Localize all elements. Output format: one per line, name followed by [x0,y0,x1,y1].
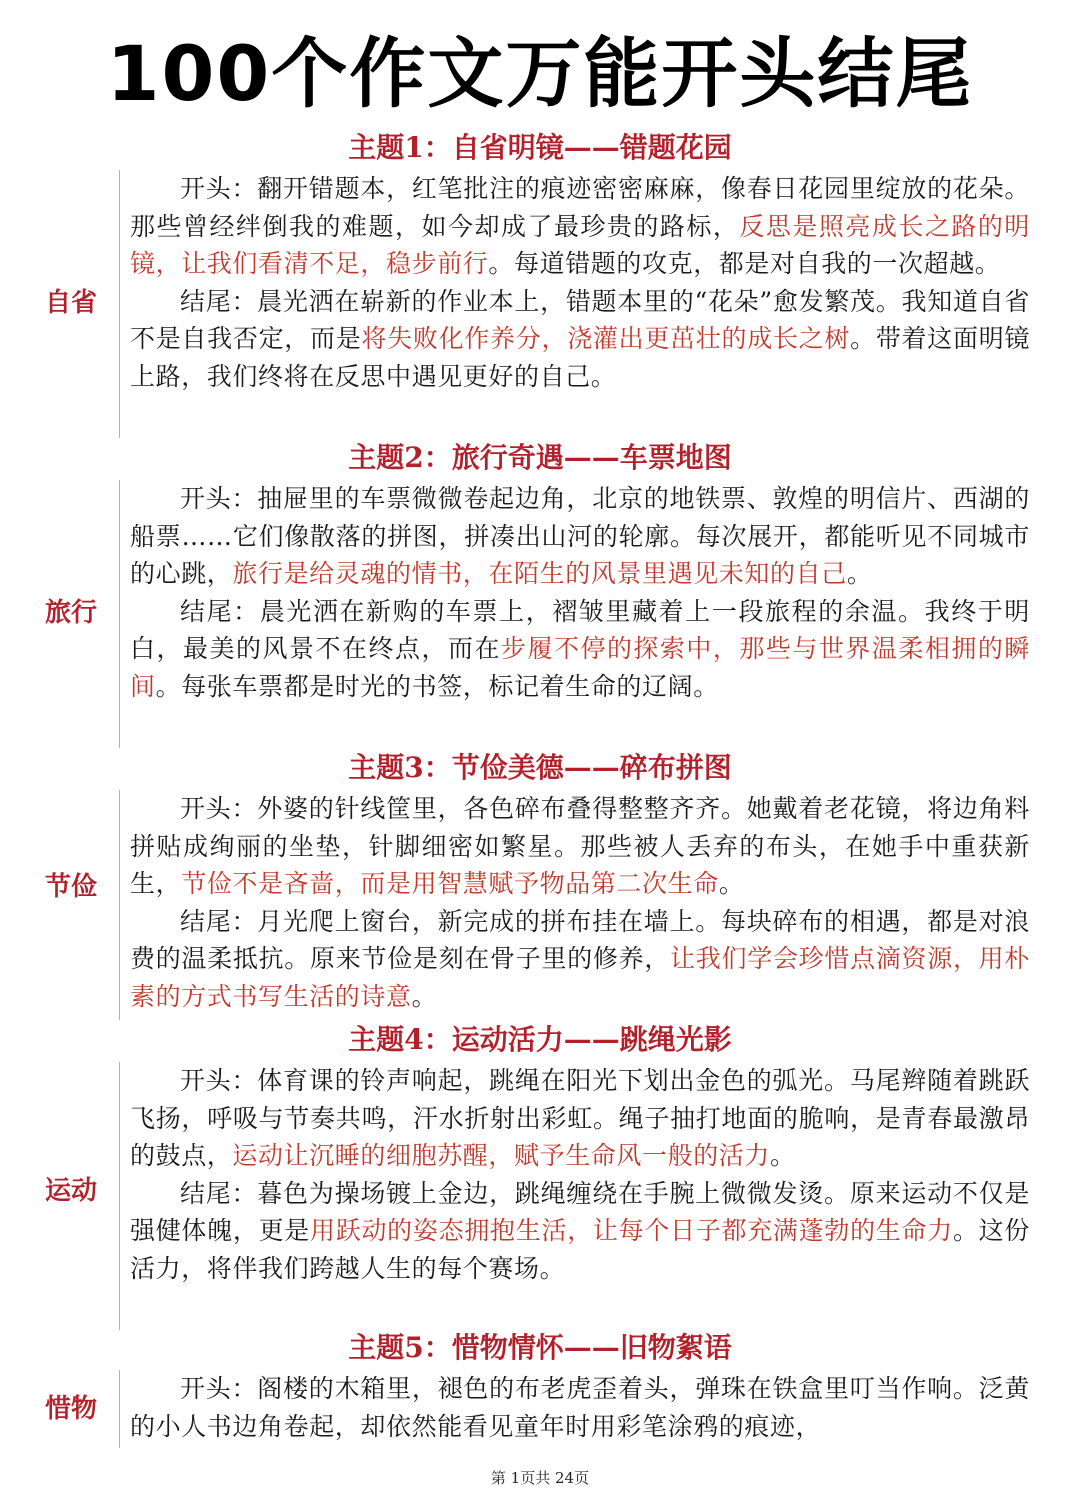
section-divider-line [119,480,120,748]
topic-heading-1: 主题1：自省明镜——错题花园 [348,131,732,164]
section-label-2: 旅行 [44,598,97,628]
topic-heading-5: 主题5：惜物情怀——旧物絮语 [348,1331,732,1364]
section-divider-line [119,1062,120,1330]
section-label-5: 惜物 [44,1394,97,1424]
section-label-4: 运动 [44,1176,97,1206]
closing-paragraph [130,283,1030,396]
highlighted-text: 旅行是给灵魂的情书，在陌生的风景里遇见未知的自己 [232,559,847,588]
text-run: 开头：阁楼的木箱里，褪色的布老虎歪着头，弹珠在铁盒里叮当作响。泛黄的小人书边角卷起，却依然能看见童年时用彩笔涂鸦的痕迹， [130,1374,1030,1441]
page-number: 第 1页共 24页 [490,1469,590,1487]
section-divider-line [119,170,120,438]
opening-paragraph [130,170,1030,283]
page-title: 100个作文万能开头结尾 [106,29,974,118]
section-body-5 [130,1370,1030,1445]
closing-paragraph [130,593,1030,706]
text-run: 开头：外婆的针线筐里，各色碎布叠得整整齐齐。她戴着老花镜，将边角料拼贴成绚丽的坐垫，针脚细密如繁星。那些被人丢弃的布头，在她手中重获新生， [130,794,1030,898]
highlighted-text: 反思是照亮成长之路的明镜，让我们看清不足，稳步前行 [130,211,1030,278]
text-run: 。每道错题的攻克，都是对自我的一次超越。 [488,249,1001,278]
text-run: 开头：体育课的铃声响起，跳绳在阳光下划出金色的弧光。马尾辫随着跳跃飞扬，呼吸与节奏共鸣，汗水折射出彩虹。绳子抽打地面的脆响，是青春最激昂的鼓点， [130,1066,1030,1170]
highlighted-text: 将失败化作养分，浇灌出更茁壮的成长之树 [361,324,851,353]
topic-heading-3: 主题3：节俭美德——碎布拼图 [348,751,732,784]
text-run: 结尾：月光爬上窗台，新完成的拼布挂在墙上。每块碎布的相遇，都是对浪费的温柔抵抗。原来节俭是刻在骨子里的修养， [130,906,1030,973]
closing-paragraph [130,1175,1030,1288]
section-2 [0,480,1080,748]
text-run: 。 [846,559,873,588]
section-label-3: 节俭 [44,872,97,902]
text-run: 开头：翻开错题本，红笔批注的痕迹密密麻麻，像春日花园里绽放的花朵。那些曾经绊倒我的难题，如今却成了最珍贵的路标， [130,174,1030,241]
text-run: 。这份活力，将伴我们跨越人生的每个赛场。 [130,1216,1030,1283]
highlighted-text: 用跃动的姿态拥抱生活，让每个日子都充满蓬勃的生命力 [310,1216,953,1245]
highlighted-text: 让我们学会珍惜点滴资源，用朴素的方式书写生活的诗意 [130,944,1031,1011]
section-label-1: 自省 [44,288,97,318]
topic-heading-4: 主题4：运动活力——跳绳光影 [348,1023,732,1056]
text-run: 结尾：晨光洒在新购的车票上，褶皱里藏着上一段旅程的余温。我终于明白，最美的风景不在终点，而在 [130,596,1030,663]
opening-paragraph [130,790,1030,903]
text-run: 。 [411,981,438,1011]
opening-paragraph [130,1062,1030,1175]
topic-heading-2: 主题2：旅行奇遇——车票地图 [348,441,732,474]
highlighted-text: 节俭不是吝啬，而是用智慧赋予物品第二次生命 [181,869,719,898]
section-divider-line [119,790,120,1020]
section-4 [0,1062,1080,1330]
closing-paragraph [130,903,1030,1016]
text-run: 。带着这面明镜上路，我们终将在反思中遇见更好的自己。 [130,324,1031,391]
section-3 [0,790,1080,1020]
section-divider-line [119,1370,120,1448]
section-body-3 [130,790,1030,1015]
text-run: 结尾：晨光洒在崭新的作业本上，错题本里的“花朵”愈发繁茂。我知道自省不是自我否定，而是 [130,286,1030,353]
section-body-4 [130,1062,1030,1287]
section-5 [0,1370,1080,1448]
text-run: 开头：抽屉里的车票微微卷起边角，北京的地铁票、敦煌的明信片、西湖的船票……它们像散落的拼图，拼凑出山河的轮廓。每次展开，都能听见不同城市的心跳， [130,484,1030,588]
text-run: 。 [770,1141,796,1170]
text-run: 。每张车票都是时光的书签，标记着生命的辽阔。 [155,671,719,701]
text-run: 结尾：暮色为操场镀上金边，跳绳缠绕在手腕上微微发烫。原来运动不仅是强健体魄，更是 [130,1178,1030,1245]
section-1 [0,170,1080,438]
section-body-2 [130,480,1030,705]
text-run: 。 [718,869,745,898]
highlighted-text: 运动让沉睡的细胞苏醒，赋予生命风一般的活力 [232,1141,771,1170]
opening-paragraph [130,1370,1030,1445]
opening-paragraph [130,480,1030,593]
highlighted-text: 步履不停的探索中，那些与世界温柔相拥的瞬间 [130,634,1030,701]
section-body-1 [130,170,1030,395]
